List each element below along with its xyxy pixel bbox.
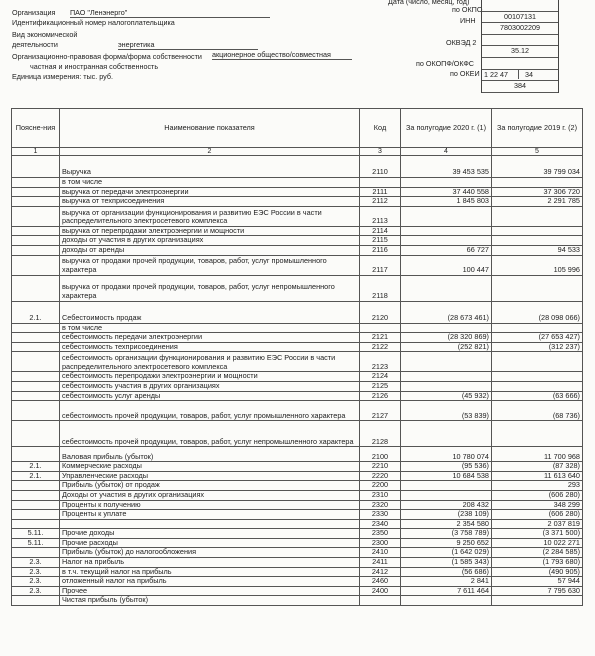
row-note: 2.1. [12,462,60,472]
table-row [12,471,583,481]
row-note [12,352,60,372]
row-note [12,323,60,333]
row-value-2019 [492,596,583,606]
blank-code-2 [482,58,558,70]
row-value-2019: 37 306 720 [492,187,583,197]
row-value-2019 [492,275,583,301]
table-row [12,558,583,568]
row-note [12,372,60,382]
row-note [12,333,60,343]
row-name: Прочие доходы [60,529,360,539]
row-note [12,187,60,197]
col-2019-header: За полугодие 2019 г. (2) [492,109,583,148]
row-code: 2111 [360,187,401,197]
row-note: 5.11. [12,538,60,548]
activity-label-1: Вид экономической [12,30,78,39]
row-name: Налог на прибыль [60,558,360,568]
table-row [12,323,583,333]
row-name: себестоимость организации функционирования и развитию ЕЭС России в части распределительного электросетевого комплекса [60,352,360,372]
row-note [12,401,60,421]
inn-value: 7803002209 [482,23,558,35]
row-code: 2122 [360,342,401,352]
row-value-2019: 57 944 [492,577,583,587]
row-code: 2127 [360,401,401,421]
row-name: Себестоимость продаж [60,301,360,323]
row-code: 2200 [360,481,401,491]
row-value-2020 [401,381,492,391]
row-value-2020: (1 642 029) [401,548,492,558]
okopf-okfs [482,70,558,82]
row-name: выручка от организации функционирования и развитию ЕЭС России в части распределительного электросетевого комплекса [60,206,360,226]
row-name: выручка от продажи прочей продукции, товаров, работ, услуг промышленного характера [60,255,360,275]
table-row [12,447,583,462]
table-row [12,255,583,275]
row-note [12,548,60,558]
row-value-2020: 7 611 464 [401,586,492,596]
row-note: 2.3. [12,577,60,587]
table-row [12,462,583,472]
row-code: 2114 [360,226,401,236]
row-code: 2113 [360,206,401,226]
row-code: 2411 [360,558,401,568]
row-value-2020 [401,323,492,333]
table-row [12,275,583,301]
form-label-2: частная и иностранная собственность [30,62,159,71]
row-name: выручка от передачи электроэнергии [60,187,360,197]
row-note [12,596,60,606]
row-value-2019: 2 291 785 [492,197,583,207]
okved-label: ОКВЭД 2 [446,38,477,47]
row-name: доходы от аренды [60,245,360,255]
row-value-2020: 9 250 652 [401,538,492,548]
row-name: себестоимость услуг аренды [60,391,360,401]
row-note [12,391,60,401]
row-value-2019 [492,178,583,188]
row-value-2020: (28 673 461) [401,301,492,323]
row-name: себестоимость прочей продукции, товаров, работ, услуг непромышленного характера [60,421,360,447]
row-name: Прочее [60,586,360,596]
codes-box [481,0,559,93]
row-value-2020: 10 780 074 [401,447,492,462]
row-value-2020: (28 320 869) [401,333,492,343]
row-value-2019 [492,372,583,382]
row-note [12,255,60,275]
okpo-value: 00107131 [482,12,558,24]
table-row [12,206,583,226]
row-value-2019: (312 237) [492,342,583,352]
row-code: 2110 [360,156,401,178]
row-name: Проценты к получению [60,500,360,510]
row-name: выручка от техприсоединения [60,197,360,207]
form-label-1: Организационно-правовая форма/форма собственности [12,52,202,61]
row-value-2020: 37 440 558 [401,187,492,197]
org-label: Организация [12,8,56,17]
row-value-2020 [401,490,492,500]
row-note: 2.1. [12,471,60,481]
colnum: 2 [60,148,360,156]
header-row [12,109,583,148]
table-row [12,187,583,197]
table-row [12,333,583,343]
row-value-2019: 7 795 630 [492,586,583,596]
row-value-2020 [401,206,492,226]
row-note [12,178,60,188]
okopf-label: по ОКОПФ/ОКФС [416,59,474,68]
table-row [12,567,583,577]
row-value-2020 [401,352,492,372]
date-label: Дата (число, месяц, год) [388,0,470,6]
row-code: 2100 [360,447,401,462]
row-name: выручка от продажи прочей продукции, товаров, работ, услуг непромышленного характера [60,275,360,301]
table-row [12,510,583,520]
row-value-2019: (2 284 585) [492,548,583,558]
row-note: 2.3. [12,586,60,596]
row-value-2019: 39 799 034 [492,156,583,178]
row-note [12,421,60,447]
row-note: 2.3. [12,567,60,577]
row-value-2019: (68 736) [492,401,583,421]
okei-label: по ОКЕИ [450,69,480,78]
table-row [12,490,583,500]
row-value-2020: 66 727 [401,245,492,255]
row-value-2020: (3 758 789) [401,529,492,539]
row-value-2019 [492,206,583,226]
table-row [12,236,583,246]
row-code: 2121 [360,333,401,343]
col-2020-header: За полугодие 2020 г. (1) [401,109,492,148]
row-note [12,236,60,246]
row-note [12,245,60,255]
table-row [12,342,583,352]
inn-code-label: ИНН [460,16,476,25]
row-code: 2125 [360,381,401,391]
row-value-2020: (53 839) [401,401,492,421]
row-note [12,381,60,391]
row-name: отложенный налог на прибыль [60,577,360,587]
row-value-2019: 11 613 640 [492,471,583,481]
table-row [12,401,583,421]
row-name: себестоимость участия в других организациях [60,381,360,391]
row-code: 2320 [360,500,401,510]
row-note [12,500,60,510]
row-name: Чистая прибыль (убыток) [60,596,360,606]
row-value-2020 [401,275,492,301]
table-row [12,226,583,236]
row-value-2019: (63 666) [492,391,583,401]
row-value-2020 [401,372,492,382]
row-name [60,519,360,529]
row-name: Прибыль (убыток) до налогообложения [60,548,360,558]
row-value-2019: 105 996 [492,255,583,275]
okpo-label: по ОКПО [452,5,483,14]
row-value-2019: (3 371 500) [492,529,583,539]
row-name: в том числе [60,178,360,188]
row-note: 5.11. [12,529,60,539]
row-code: 2124 [360,372,401,382]
row-note [12,275,60,301]
row-code: 2123 [360,352,401,372]
unit-label: Единица измерения: тыс. руб. [12,72,113,81]
row-name: Управленческие расходы [60,471,360,481]
row-code: 2112 [360,197,401,207]
row-note [12,490,60,500]
row-note: 2.1. [12,301,60,323]
row-note [12,447,60,462]
row-value-2019: (27 653 427) [492,333,583,343]
row-value-2019: (87 328) [492,462,583,472]
report-header [0,0,595,98]
activity-value: энергетика [118,40,258,50]
row-value-2020 [401,178,492,188]
row-value-2020 [401,481,492,491]
row-value-2019: 293 [492,481,583,491]
row-value-2020: (252 821) [401,342,492,352]
row-value-2020: 2 354 580 [401,519,492,529]
table-row [12,372,583,382]
row-name: Прибыль (убыток) от продаж [60,481,360,491]
table-row [12,197,583,207]
row-value-2020: (95 536) [401,462,492,472]
row-value-2020: (45 932) [401,391,492,401]
row-value-2019: 2 037 819 [492,519,583,529]
date-value [482,0,558,12]
okopf-value: 1 22 47 [484,69,508,79]
row-name: в том числе [60,323,360,333]
table-row [12,538,583,548]
row-value-2019: 10 022 271 [492,538,583,548]
row-value-2020: (238 109) [401,510,492,520]
row-value-2019 [492,381,583,391]
row-value-2019: (606 280) [492,490,583,500]
table-row [12,519,583,529]
row-note [12,206,60,226]
col-note-header: Поясне-ния [12,109,60,148]
row-value-2019: (28 098 066) [492,301,583,323]
row-value-2020 [401,421,492,447]
row-note [12,481,60,491]
row-note [12,519,60,529]
table-row [12,596,583,606]
org-value: ПАО "Ленэнерго" [70,8,270,18]
inn-label: Идентификационный номер налогоплательщика [12,18,175,27]
row-value-2020 [401,236,492,246]
colnum: 5 [492,148,583,156]
col-code-header: Код [360,109,401,148]
row-name: доходы от участия в других организациях [60,236,360,246]
row-note [12,342,60,352]
row-value-2019: 348 299 [492,500,583,510]
row-value-2020: 10 684 538 [401,471,492,481]
row-value-2020: (1 585 343) [401,558,492,568]
row-code: 2300 [360,538,401,548]
row-code: 2128 [360,421,401,447]
row-value-2019: 11 700 968 [492,447,583,462]
table-row [12,156,583,178]
row-value-2020: (56 686) [401,567,492,577]
table-row [12,178,583,188]
row-name: выручка от перепродажи электроэнергии и мощности [60,226,360,236]
row-code: 2118 [360,275,401,301]
row-value-2019 [492,323,583,333]
row-code: 2115 [360,236,401,246]
row-value-2019: 94 533 [492,245,583,255]
table-row [12,529,583,539]
row-value-2020: 2 841 [401,577,492,587]
row-code: 2400 [360,586,401,596]
okfs-value: 34 [518,70,533,79]
financial-table [11,108,583,606]
row-value-2020: 39 453 535 [401,156,492,178]
row-code: 2330 [360,510,401,520]
row-code: 2210 [360,462,401,472]
table-row [12,381,583,391]
row-name: Доходы от участия в других организациях [60,490,360,500]
row-value-2019 [492,236,583,246]
row-code: 2412 [360,567,401,577]
row-code [360,596,401,606]
row-name: себестоимость прочей продукции, товаров, работ, услуг промышленного характера [60,401,360,421]
row-value-2019 [492,226,583,236]
row-code: 2126 [360,391,401,401]
row-value-2020 [401,596,492,606]
row-code: 2220 [360,471,401,481]
row-code: 2340 [360,519,401,529]
row-code: 2120 [360,301,401,323]
row-code [360,323,401,333]
row-value-2019: (490 905) [492,567,583,577]
row-name: себестоимость перепродажи электроэнергии и мощности [60,372,360,382]
table-row [12,586,583,596]
row-note: 2.3. [12,558,60,568]
row-name: в т.ч. текущий налог на прибыль [60,567,360,577]
row-value-2020: 208 432 [401,500,492,510]
row-note [12,510,60,520]
row-value-2019 [492,352,583,372]
row-note [12,226,60,236]
row-note [12,197,60,207]
row-code: 2310 [360,490,401,500]
row-name: Коммерческие расходы [60,462,360,472]
row-name: Валовая прибыль (убыток) [60,447,360,462]
row-value-2020: 100 447 [401,255,492,275]
form-value: акционерное общество/совместная [212,50,352,60]
table-row [12,245,583,255]
table-body [12,156,583,606]
colnum: 3 [360,148,401,156]
row-value-2019: (1 793 680) [492,558,583,568]
table-row [12,577,583,587]
row-value-2019: (606 280) [492,510,583,520]
blank-code [482,35,558,47]
row-note [12,156,60,178]
row-code: 2460 [360,577,401,587]
row-code: 2410 [360,548,401,558]
row-name: себестоимость техприсоединения [60,342,360,352]
row-name: себестоимость передачи электроэнергии [60,333,360,343]
column-numbers-row [12,148,583,156]
row-name: Прочие расходы [60,538,360,548]
table-row [12,481,583,491]
table-row [12,548,583,558]
row-name: Выручка [60,156,360,178]
table-row [12,352,583,372]
row-code [360,178,401,188]
row-value-2020 [401,226,492,236]
row-value-2020: 1 845 803 [401,197,492,207]
okei-value: 384 [482,81,558,93]
activity-label-2: деятельности [12,40,58,49]
row-code: 2116 [360,245,401,255]
colnum: 4 [401,148,492,156]
table-row [12,391,583,401]
okved-value: 35.12 [482,46,558,58]
col-name-header: Наименование показателя [60,109,360,148]
row-name: Проценты к уплате [60,510,360,520]
colnum: 1 [12,148,60,156]
table-row [12,421,583,447]
row-code: 2117 [360,255,401,275]
row-code: 2350 [360,529,401,539]
table-row [12,301,583,323]
table-row [12,500,583,510]
row-value-2019 [492,421,583,447]
